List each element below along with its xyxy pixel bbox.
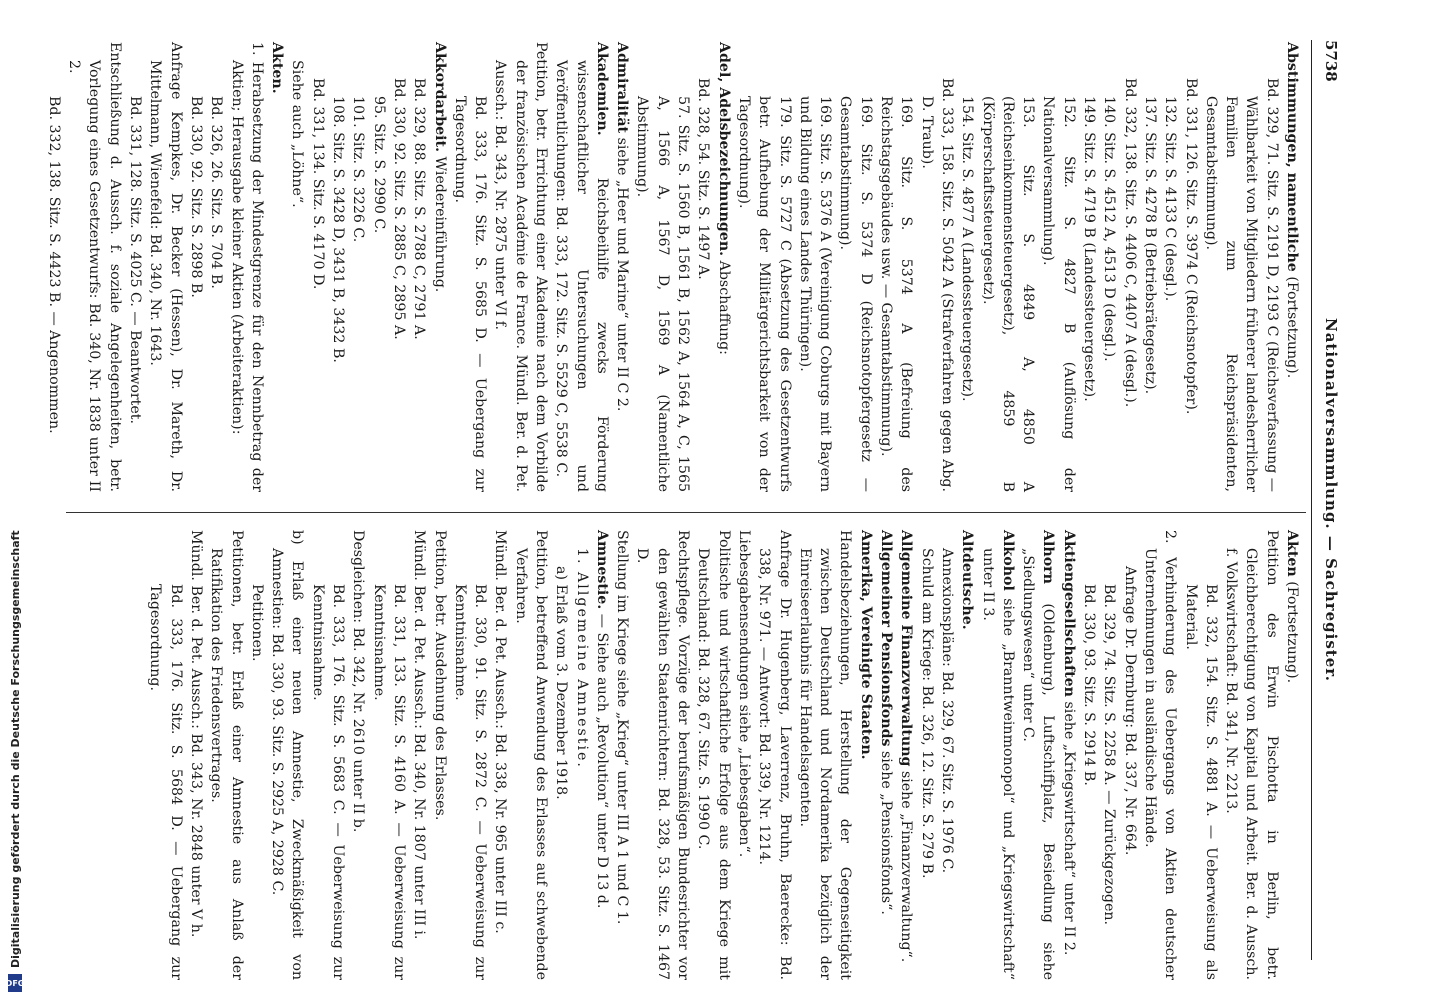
index-text: 140. Sitz. S. 4512 A, 4513 D (desgl.).	[1101, 96, 1118, 362]
index-entry	[957, 530, 977, 980]
index-text: Bd. 326, 26. Sitz. S. 704 B.	[208, 96, 225, 289]
index-text: Stellung im Kriege siehe „Krieg“ unter III A 1 und C 1.	[614, 530, 631, 925]
index-text: Bd. 333, 176. Sitz. S. 5683 C. — Ueberweisung zur Kenntnisnahme.	[309, 584, 347, 980]
index-entry	[754, 530, 795, 980]
index-keyword: Amnestie.	[593, 530, 610, 610]
index-text: Bd. 330, 91. Sitz. S. 2872 C. — Ueberweisung zur Kenntnisnahme.	[451, 584, 489, 980]
index-entry	[368, 530, 409, 980]
index-entry	[855, 530, 875, 980]
index-text: Bd. 329, 74. Sitz. S. 2258 A. — Zurückgezogen.	[1101, 584, 1118, 926]
index-entry	[1180, 530, 1221, 980]
index-text: Petition, betreffend Anwendung des Erlasses auf schwebende Verfahren.	[512, 530, 550, 980]
index-entry	[267, 42, 287, 492]
index-entry	[510, 530, 551, 980]
index-text: 169. Sitz. S. 5374 A (Befreiung des Reichstagsgebäudes usw. — Gesamtabstimmung).	[878, 96, 915, 492]
index-text: 95. Sitz. S. 2990 C.	[370, 96, 387, 234]
index-entry	[125, 42, 145, 492]
index-text: Schuld am Kriege: Bd. 326, 12. Sitz. S. 279 B.	[918, 548, 935, 879]
index-entry	[1119, 530, 1139, 980]
index-entry	[693, 42, 713, 492]
index-text: (Fortsetzung).	[1284, 271, 1300, 379]
index-entry	[916, 42, 957, 492]
index-text: Bd. 328, 54. Sitz. S. 1497 A.	[695, 78, 712, 280]
index-entry	[287, 42, 307, 492]
index-text: Liebesgabensendungen siehe „Liebesgaben“.	[735, 530, 752, 858]
index-entry	[429, 530, 449, 980]
index-entry	[1140, 42, 1160, 492]
index-entry	[795, 42, 836, 492]
index-entry	[1099, 530, 1119, 980]
index-text: Bd. 331, 134. Sitz. S. 4170 D.	[309, 78, 326, 290]
index-text: Rechtspflege. Vorzüge der berufsmäßigen Bundesrichter vor den gewählten Staatenrichtern: Bd. 328, 53. Sitz. S. 1467 D.	[634, 530, 692, 980]
index-text: Anfrage Dr. Hugenberg, Laverrenz, Bruhn, Baerecke: Bd. 338, Nr. 971. — Antwort: Bd. 339, Nr. 1214.	[756, 530, 793, 980]
index-text: Bd. 329, 71. Sitz. S. 2191 D, 2193 C (Reichsverfassung — Wählbarkeit von Mitgliedern früherer landesherrlicher Familien zum Reichspräsidenten, Gesamtabstimmung).	[1202, 78, 1280, 492]
index-text: 153. Sitz. S. 4849 A, 4850 A (Reichseinkommensteuergesetz), 4859 B (Körperschaftssteuergesetz).	[979, 96, 1037, 492]
index-text: Wiedereinführung.	[431, 152, 448, 293]
index-entry	[876, 42, 917, 492]
index-text: (Fortsetzung).	[1284, 576, 1300, 684]
index-text: 132. Sitz. S. 4133 C (desgl.).	[1162, 96, 1179, 302]
digitization-footer	[5, 530, 25, 994]
index-text: 1. Herabsetzung der Mindestgrenze für den Nennbetrag der Aktien; Herausgabe kleiner Aktien (Arbeiteraktien):	[228, 42, 265, 492]
index-entry	[1119, 42, 1139, 492]
index-entry	[612, 530, 632, 980]
index-entry	[226, 42, 267, 492]
index-entry	[348, 530, 368, 980]
index-entry	[1038, 42, 1079, 492]
index-entry	[835, 42, 876, 492]
index-keyword: Akkordarbeit.	[431, 42, 448, 153]
index-keyword: Akten.	[269, 42, 286, 94]
index-text: 1. Allgemeine Amnestie.	[573, 548, 590, 769]
page-title: Nationalversammlung. — Sachregister.	[1322, 317, 1340, 682]
index-entry	[186, 42, 206, 492]
index-text: 2. Verhinderung des Uebergangs von Aktien deutscher Unternehmungen in ausländische Hände.	[1141, 530, 1179, 980]
index-text: Mündl. Ber. d. Pet. Aussch.: Bd. 340, Nr. 1807 unter III i.	[411, 530, 428, 940]
digitization-credit: Digitalisierung gefördert durch die Deutsche Forschungsgemeinschaft	[9, 530, 22, 968]
index-text: Anfrage Kempkes, Dr. Becker (Hessen), Dr. Mareth, Dr. Mittelmann, Wienefeld: Bd. 340, Nr. 1643.	[147, 42, 184, 492]
index-text: Mündl. Ber. d. Pet. Aussch.: Bd. 338, Nr. 965 unter III c.	[492, 530, 509, 934]
index-keyword: Amerika, Vereinigte Staaten.	[857, 530, 874, 760]
index-text: siehe „Kriegswirtschaft“ unter II 2.	[1060, 697, 1077, 956]
index-text: Entschließung d. Aussch. f. soziale Angelegenheiten, betr. Vorlegung eines Gesetzentwurfs: Bd. 340, Nr. 1838 unter II 2.	[66, 42, 123, 492]
index-text: Bd. 332, 154. Sitz. S. 4881 A. — Ueberweisung als Material.	[1182, 584, 1219, 980]
index-keyword: Alhorn	[1040, 530, 1057, 584]
index-text: 101. Sitz. S. 3226 C.	[350, 96, 367, 243]
index-text: 169. Sitz. S. 5374 D (Reichsnotopfergesetz — Gesamtabstimmung).	[837, 96, 874, 492]
index-text: siehe „Pensionsfonds“.	[878, 746, 895, 915]
index-text: Reichsbeihilfe zwecks Förderung wissenschaftlicher Untersuchungen und Veröffentlichungen: Bd. 333, 172. Sitz. S. 5529 C, 5538 C.	[553, 60, 610, 492]
left-column	[44, 42, 1302, 492]
index-entry	[267, 530, 308, 980]
index-entry	[734, 530, 754, 980]
index-text: Bd. 331, 133. Sitz. S. 4160 A. — Ueberweisung zur Kenntnisnahme.	[370, 584, 407, 980]
index-text: Siehe auch „Löhne“.	[289, 60, 306, 208]
index-entry	[1140, 530, 1181, 980]
index-keyword: Akademien.	[593, 42, 610, 136]
index-text: a) Erlaß vom 3. Dezember 1918.	[553, 566, 570, 800]
index-entry	[186, 530, 206, 980]
index-text: Anfrage Dr. Dernburg: Bd. 337, Nr. 664.	[1121, 566, 1138, 856]
index-entry	[551, 530, 571, 980]
index-entry	[1221, 530, 1282, 980]
index-entry	[957, 42, 977, 492]
index-text: Bd. 330, 92. Sitz. S. 2898 B.	[187, 96, 204, 298]
index-entry	[977, 530, 1018, 980]
dfg-logo-icon: DFG	[8, 974, 22, 992]
index-text: Handelsbeziehungen, Herstellung der Gegenseitigkeit zwischen Deutschland und Nordamerika bezüglich der Einreiseerlaubnis für Handelsagenten.	[796, 530, 854, 980]
index-entry	[44, 42, 64, 492]
index-text: Bd. 332, 138. Sitz. S. 4423 B. — Angenommen.	[45, 96, 62, 434]
index-entry	[145, 530, 186, 980]
index-entry	[409, 530, 429, 980]
index-text: siehe „Branntweinmonopol“ und „Kriegswirtschaft“ unter II 3.	[979, 548, 1016, 980]
index-entry	[896, 530, 916, 980]
index-text: (Oldenburg), Luftschiffplatz, Besiedlung siehe „Siedlungswesen“ unter C.	[1020, 548, 1057, 980]
index-text: Bd. 331, 128. Sitz. S. 4025 C. — Beantwortet.	[127, 96, 144, 424]
index-text: Petition, betr. Errichtung einer Akademie nach dem Vorbilde der französischen Académie de France. Mündl. Ber. d. Pet. Aussch.: Bd. 343, Nr. 2875 unter VI f.	[492, 42, 550, 492]
rotated-document-page	[45, 0, 1382, 1000]
index-entry	[348, 42, 368, 492]
index-entry	[64, 42, 125, 492]
index-entry	[490, 42, 551, 492]
index-text: Bd. 329, 88. Sitz. S. 2788 C, 2791 A.	[411, 78, 428, 340]
index-entry	[368, 42, 388, 492]
right-column	[145, 530, 1302, 980]
index-entry	[206, 42, 226, 492]
index-entry	[429, 42, 449, 492]
index-text: 154. Sitz. S. 4877 A (Landessteuergesetz).	[959, 96, 976, 402]
index-entry	[937, 530, 957, 980]
index-entry	[876, 530, 896, 980]
index-text: 57. Sitz. S. 1560 B, 1561 B, 1562 A, 1564 A, C, 1565 A, 1566 A, 1567 D, 1569 A (Namentliche Abstimmung).	[634, 96, 692, 492]
index-entry	[916, 530, 936, 980]
index-text: siehe „Heer und Marine“ unter II C 2.	[614, 133, 631, 412]
index-text: Bd. 330, 92. Sitz. S. 2885 C, 2895 A.	[390, 78, 407, 340]
index-entry	[450, 42, 491, 492]
index-text: Desgleichen: Bd. 342, Nr. 2610 unter II b.	[350, 530, 367, 833]
index-text: Bd. 333, 158. Sitz. S. 5042 A (Strafverfahren gegen Abg. D. Traub).	[918, 78, 955, 492]
index-entry	[307, 530, 348, 980]
column-divider	[66, 512, 1306, 513]
index-entry	[551, 42, 612, 492]
page-header	[1316, 40, 1340, 960]
index-text: 152. Sitz. S. 4827 B (Auflösung der Nationalversammlung).	[1040, 96, 1077, 492]
index-entry	[206, 530, 247, 980]
index-keyword: Allgemeine Finanzverwaltung	[898, 530, 915, 767]
index-entry	[1079, 42, 1099, 492]
index-keyword: Akten	[1284, 530, 1300, 577]
index-text: Mündl. Ber. d. Pet. Aussch.: Bd. 343, Nr. 2848 unter V h.	[187, 530, 204, 938]
index-text: Petition, betr. Ausdehnung des Erlasses.	[431, 530, 448, 821]
index-text: Petition des Erwin Pischotta in Berlin, betr. Gleichberechtigung von Kapital und Arbeit. Ber. d. Aussch. f. Volkswirtschaft: Bd. 341, Nr. 2213.	[1223, 530, 1280, 980]
index-entry	[1282, 530, 1302, 980]
index-entry	[1079, 530, 1099, 980]
index-entry	[247, 530, 267, 980]
index-text: Bd. 330, 93. Sitz. S. 2914 B.	[1081, 584, 1098, 786]
index-text: 137. Sitz. S. 4278 B (Betriebsrätegesetz).	[1141, 96, 1158, 395]
index-entry	[612, 42, 632, 492]
index-entry	[1180, 42, 1200, 492]
index-keyword: Abstimmungen, namentliche	[1284, 42, 1300, 272]
index-entry	[1282, 42, 1302, 492]
index-text: Bd. 333, 176. Sitz. S. 5685 D. — Uebergang zur Tagesordnung.	[451, 96, 489, 492]
index-text: b) Erlaß einer neuen Amnestie, Zweckmäßigkeit von Amnestien: Bd. 330, 93. Sitz. S. 2925 A, 2928 C.	[269, 530, 306, 980]
index-text: 149. Sitz. S. 4719 B (Landessteuergesetz).	[1081, 96, 1098, 402]
index-entry	[713, 42, 733, 492]
index-text: siehe „Finanzverwaltung“.	[898, 766, 915, 963]
index-entry	[1201, 42, 1282, 492]
index-entry	[328, 42, 348, 492]
page-number: 5738	[1322, 40, 1340, 82]
index-keyword: Alkohol	[999, 530, 1016, 591]
index-entry	[450, 530, 491, 980]
index-text: Politische und wirtschaftliche Erfolge aus dem Kriege mit Deutschland: Bd. 328, 67. Sitz. S. 1990 C.	[695, 530, 732, 980]
index-text: Bd. 331, 126. Sitz. S. 3974 C (Reichsnotopfer).	[1182, 78, 1199, 415]
index-entry	[571, 530, 591, 980]
index-entry	[592, 530, 612, 980]
index-entry	[1058, 530, 1078, 980]
index-entry	[734, 42, 795, 492]
index-entry	[1099, 42, 1119, 492]
index-entry	[977, 42, 1038, 492]
index-entry	[389, 42, 409, 492]
header-rule	[1311, 40, 1312, 960]
index-entry	[409, 42, 429, 492]
index-entry	[1160, 42, 1180, 492]
index-entry	[693, 530, 734, 980]
index-text: Bd. 333, 176. Sitz. S. 5684 D. — Uebergang zur Tagesordnung.	[147, 584, 184, 980]
index-keyword: Allgemeiner Pensionsfonds	[878, 530, 895, 747]
index-text: Bd. 332, 138. Sitz. S. 4406 C, 4407 A (desgl.).	[1121, 78, 1138, 408]
index-keyword: Adel, Adelsbezeichnungen.	[715, 42, 732, 257]
index-entry	[632, 42, 693, 492]
index-entry	[1018, 530, 1059, 980]
index-text: Abschaffung:	[715, 256, 732, 355]
index-entry	[632, 530, 693, 980]
index-text: 169. Sitz. S. 5376 A (Vereinigung Coburgs mit Bayern und Bildung eines Landes Thüringen).	[796, 96, 834, 492]
index-text: Petitionen, betr. Erlaß einer Amnestie aus Anlaß der Ratifikation des Friedensvertrages.	[208, 530, 245, 980]
index-entry	[145, 42, 186, 492]
index-keyword: Aktiengesellschaften	[1060, 530, 1077, 697]
index-text: 179. Sitz. S. 5727 C (Absetzung des Gesetzentwurfs betr. Aufhebung der Militärgerichtsbarkeit von der Tagesordnung).	[735, 96, 793, 492]
index-text: 108. Sitz. S. 3428 D, 3431 B, 3432 B.	[330, 96, 347, 363]
index-keyword: Altdeutsche.	[959, 530, 976, 630]
index-text: Petitionen.	[248, 584, 265, 662]
index-entry	[795, 530, 856, 980]
index-text: Annexionspläne: Bd. 329, 67. Sitz. S. 1976 C.	[938, 548, 955, 874]
index-entry	[307, 42, 327, 492]
index-keyword: Admiralität	[614, 42, 631, 134]
index-entry	[490, 530, 510, 980]
index-text: — Siehe auch „Revolution“ unter D 13 d.	[593, 609, 610, 909]
